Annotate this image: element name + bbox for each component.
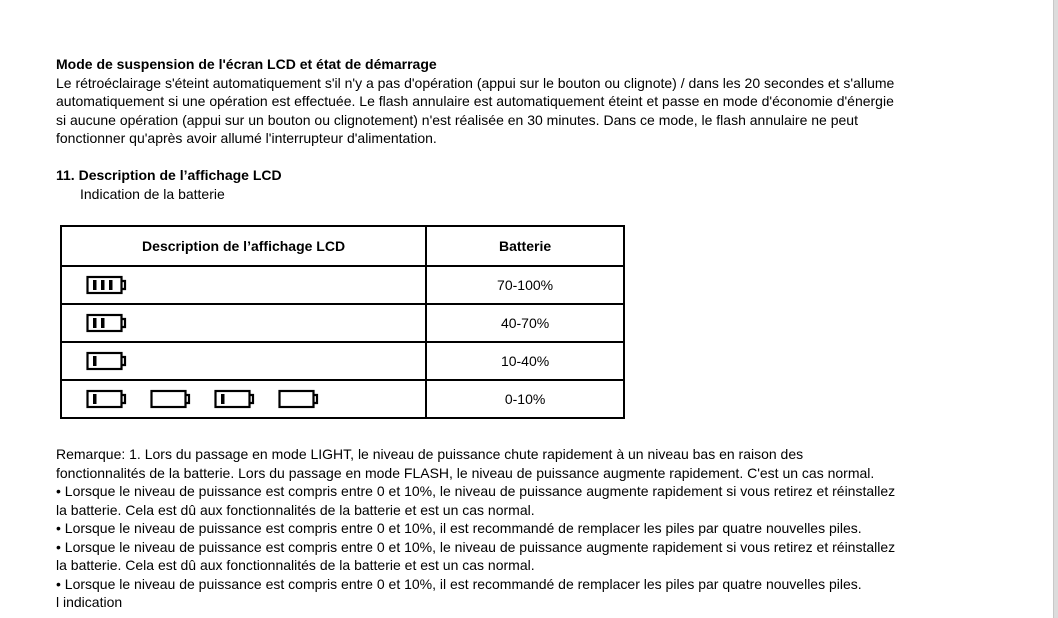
remarks-section <box>56 445 1046 612</box>
remark-line: Remarque: 1. Lors du passage en mode LIGHT, le niveau de puissance chute rapidement à un niveau bas en raison des <box>56 446 804 462</box>
remark-line: la batterie. Cela est dû aux fonctionnalités de la batterie et est un cas normal. <box>56 501 535 518</box>
remark-line: • Lorsque le niveau de puissance est compris entre 0 et 10%, le niveau de puissance augmente rapidement si vous retirez et réinstallez <box>56 538 896 555</box>
suspend-line: si aucune opération (appui sur un bouton ou clignotement) n'est réalisée en 30 minutes. Dans ce mode, le flash annulaire ne peut <box>56 111 858 128</box>
remark-line: l indication <box>56 594 123 610</box>
table-row <box>61 380 624 418</box>
battery-3-bars-icon <box>86 275 128 295</box>
suspend-line: fonctionner qu'après avoir allumé l'interrupteur d'alimentation. <box>56 130 437 146</box>
battery-2-bars-icon <box>86 313 128 333</box>
battery-1-bar-icon <box>86 351 128 371</box>
suspend-section <box>56 55 1021 148</box>
remark-line: fonctionnalités de la batterie. Lors du passage en mode FLASH, le niveau de puissance augmente rapidement. C'est un cas normal. <box>56 464 875 481</box>
header-battery: Batterie <box>426 226 624 266</box>
remark-line: • Lorsque le niveau de puissance est compris entre 0 et 10%, il est recommandé de remplacer les piles par quatre nouvelles piles. <box>56 575 862 592</box>
suspend-line: automatiquement si une opération est effectuée. Le flash annulaire est automatiquement éteint et passe en mode d'économie d'énergie <box>56 93 894 109</box>
lcd-subheading: Indication de la batterie <box>80 185 225 202</box>
page-edge <box>1053 0 1058 618</box>
icon-cell <box>62 389 425 409</box>
remark-line: • Lorsque le niveau de puissance est compris entre 0 et 10%, il est recommandé de remplacer les piles par quatre nouvelles piles. <box>56 520 862 536</box>
battery-1-bar-icon <box>86 389 128 409</box>
remark-line: la batterie. Cela est dû aux fonctionnalités de la batterie et est un cas normal. <box>56 557 535 573</box>
icon-cell <box>62 275 425 295</box>
battery-table <box>60 225 625 419</box>
icon-cell <box>62 313 425 333</box>
header-desc: Description de l’affichage LCD <box>61 226 426 266</box>
table-row <box>61 266 624 304</box>
battery-value: 0-10% <box>426 380 624 418</box>
suspend-heading: Mode de suspension de l'écran LCD et état de démarrage <box>56 56 437 72</box>
table-header-row <box>61 226 624 266</box>
battery-1-bar-icon <box>214 389 256 409</box>
icon-cell <box>62 351 425 371</box>
battery-empty-icon <box>278 389 320 409</box>
remark-line: • Lorsque le niveau de puissance est compris entre 0 et 10%, le niveau de puissance augmente rapidement si vous retirez et réinstallez <box>56 483 896 499</box>
suspend-line: Le rétroéclairage s'éteint automatiquement s'il n'y a pas d'opération (appui sur le bouton ou clignote) / dans les 20 secondes et s'allume <box>56 74 895 91</box>
lcd-heading: 11. Description de l’affichage LCD <box>56 167 282 183</box>
table-row <box>61 342 624 380</box>
table-row <box>61 304 624 342</box>
battery-value: 70-100% <box>426 266 624 304</box>
battery-value: 40-70% <box>426 304 624 342</box>
lcd-section <box>56 166 1021 203</box>
battery-value: 10-40% <box>426 342 624 380</box>
battery-empty-icon <box>150 389 192 409</box>
